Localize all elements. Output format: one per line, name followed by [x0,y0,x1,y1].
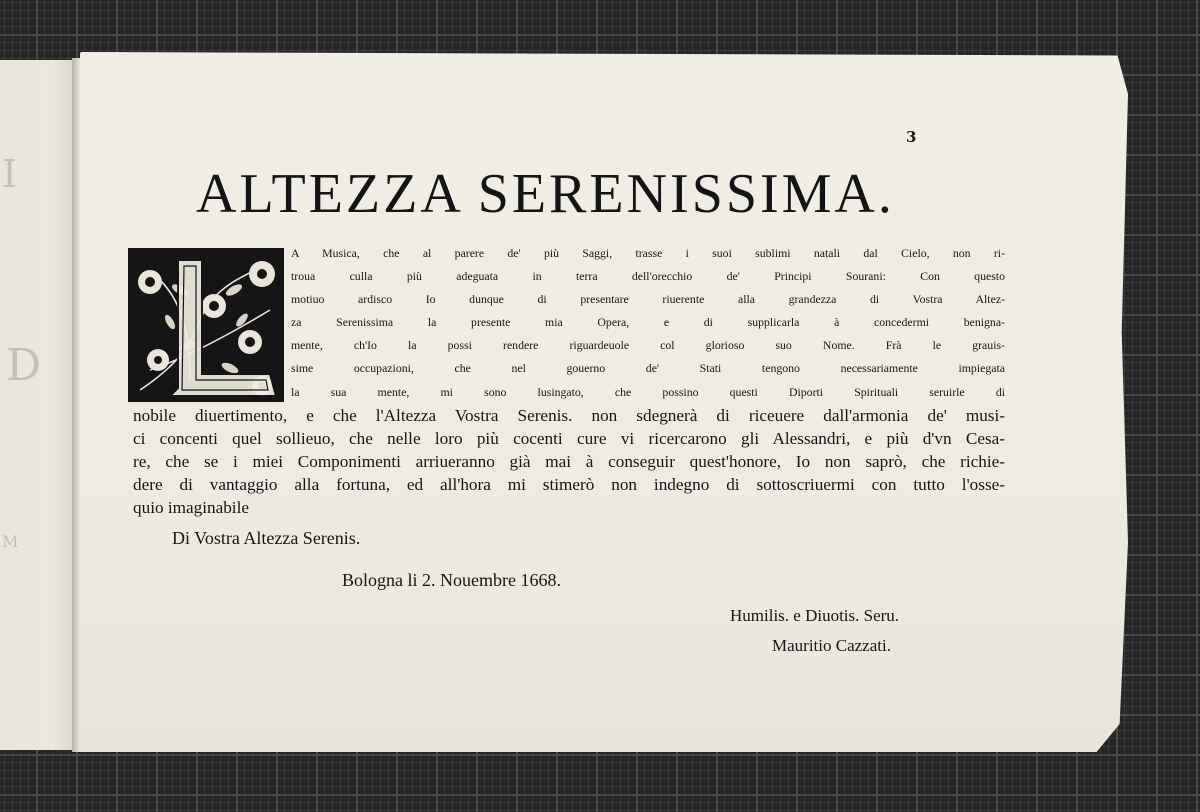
body-line: troua culla più adeguata in terra dell'orecchio de' Principi Sourani: Con questo [291,269,1005,284]
signature-author: Mauritio Cazzati. [772,636,891,655]
body-line: quio imaginabile [133,498,249,518]
left-page-ghost-letter: I [2,152,18,196]
left-page-ghost-letter: M [2,532,19,551]
left-page-ghost-letter: D [6,340,42,391]
left-page [0,60,76,750]
body-line: A Musica, che al parere de' più Saggi, trasse i suoi sublimi natali dal Cielo, non ri- [291,246,1005,260]
body-line: sime occupazioni, che nel gouerno de' Stati tengono necessariamente impiegata [291,361,1005,376]
body-line: motiuo ardisco Io dunque di presentare riuerente alla grandezza di Vostra Altez- [291,292,1005,307]
page-title: ALTEZZA SERENISSIMA. [196,163,895,225]
body-line: mente, ch'Io la possi rendere riguardeuole col glorioso suo Nome. Frà le grauis- [291,338,1005,353]
dedication-body [133,242,1005,519]
body-line: za Serenissima la presente mia Opera, e di supplicarla à concedermi benigna- [291,315,1005,330]
body-line: dere di vantaggio alla fortuna, ed all'hora mi stimerò non indegno di sottoscriuermi con tutto l'osse- [133,474,1005,494]
body-line: nobile diuertimento, e che l'Altezza Vostra Serenis. non sdegnerà di riceuere dall'armonia de' musi- [133,405,1005,425]
closing-salutation: Di Vostra Altezza Serenis. [172,528,361,548]
page-number: 3 [906,128,917,146]
signature-line-1: Humilis. e Diuotis. Seru. [730,606,900,625]
body-line: la sua mente, mi sono lusingato, che possino questi Diporti Spirituali seruirle di [291,384,1005,399]
body-line: re, che se i miei Componimenti arriueranno già mai à conseguir quest'honore, Io non saprò, che richie- [133,451,1005,471]
body-line: ci concenti quel sollieuo, che nelle loro più cocenti cure vi ricercarono gli Alessandri, e più d'vn Cesa- [133,428,1005,448]
date-line: Bologna li 2. Nouembre 1668. [342,570,561,590]
